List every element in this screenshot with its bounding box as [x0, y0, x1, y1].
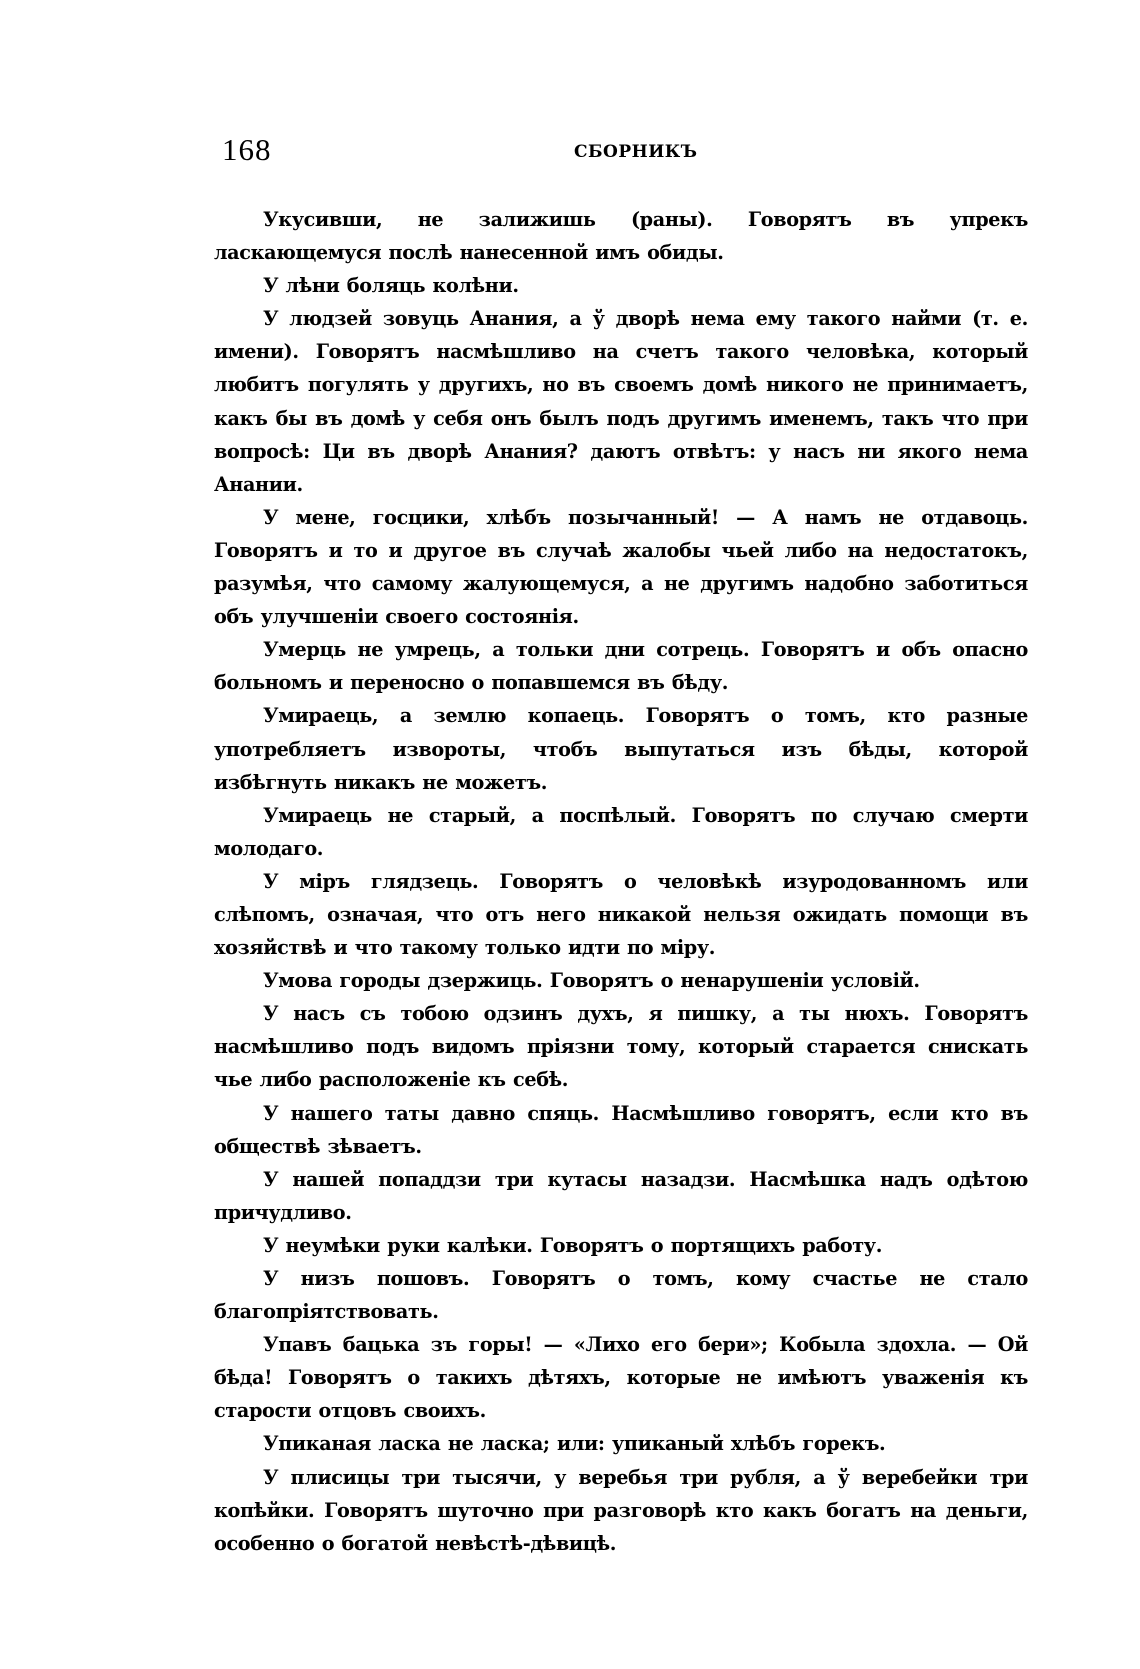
proverb-entry: Умерць не умрець, а тольки дни сотрець. Говорятъ и объ опасно больномъ и переносно о попавшемся въ бѣду.: [214, 638, 1028, 695]
running-head: [222, 132, 1030, 172]
proverb-entry: У лѣни боляць колѣни.: [263, 274, 519, 298]
proverb-entry: У низъ пошовъ. Говорятъ о томъ, кому счастье не стало благопріятствовать.: [214, 1267, 1028, 1324]
page-number: 168: [222, 132, 272, 167]
proverb-entry: Укусивши, не залижишь (раны). Говорятъ въ упрекъ ласкающемуся послѣ нанесенной имъ обиды.: [214, 208, 1028, 265]
proverb-entry: У неумѣки руки калѣки. Говорятъ о портящихъ работу.: [263, 1233, 883, 1257]
proverb-entry: У людзей зовуць Анания, а ў дворѣ нема ему такого найми (т. е. имени). Говорятъ насмѣшливо на счетъ такого человѣка, который любитъ погулять у другихъ, но въ своемъ домѣ никого не принимаетъ, какъ бы въ домѣ у себя онъ былъ подъ другимъ именемъ, такъ что при вопросѣ: Ци въ дворѣ Анания? даютъ отвѣтъ: у насъ ни якого нема Анании.: [214, 307, 1028, 496]
proverb-entry: У міръ глядзець. Говорятъ о человѣкѣ изуродованномъ или слѣпомъ, означая, что отъ него никакой нельзя ожидать помощи въ хозяйствѣ и что такому только идти по міру.: [214, 869, 1028, 960]
proverb-entry: У мене, госцики, хлѣбъ позычанный! — А намъ не отдавоць. Говорятъ и то и другое въ случаѣ жалобы чьей либо на недостатокъ, разумѣя, что самому жалующемуся, а не другимъ надобно заботиться объ улучшеніи своего состоянія.: [214, 505, 1028, 629]
proverb-entry: Умираець, а землю копаець. Говорятъ о томъ, кто разные употребляетъ извороты, чтобъ выпутаться изъ бѣды, которой избѣгнуть никакъ не можетъ.: [214, 704, 1028, 794]
proverb-entry: Упавъ бацька зъ горы! — «Лихо его бери»; Кобыла здохла. — Ой бѣда! Говорятъ о такихъ дѣтяхъ, которые не имѣютъ уваженія къ старости отцовъ своихъ.: [214, 1333, 1028, 1423]
proverb-entry: Умова городы дзержиць. Говорятъ о ненарушеніи условій.: [263, 969, 920, 993]
proverb-entry: Упиканая ласка не ласка; или: упиканый хлѣбъ горекъ.: [263, 1432, 886, 1456]
running-title: СБОРНИКЪ: [574, 142, 698, 162]
proverb-entry: У нашей попаддзи три кутасы назадзи. Насмѣшка надъ одѣтою причудливо.: [214, 1167, 1028, 1224]
proverb-entry: Умираець не старый, а поспѣлый. Говорятъ по случаю смерти молодаго.: [214, 803, 1028, 860]
proverb-entry: У плисицы три тысячи, у веребья три рубля, а ў веребейки три копѣйки. Говорятъ шуточно при разговорѣ кто какъ богатъ на деньги, особенно о богатой невѣстѣ-дѣвицѣ.: [214, 1465, 1028, 1555]
proverb-list: [214, 203, 1028, 1560]
proverb-entry: У нашего таты давно спяць. Насмѣшливо говорятъ, если кто въ обществѣ зѣваетъ.: [214, 1101, 1028, 1158]
proverb-entry: У насъ съ тобою одзинъ духъ, я пишку, а ты нюхъ. Говорятъ насмѣшливо подъ видомъ пріязни тому, который старается снискать чье либо расположеніе къ себѣ.: [214, 1002, 1028, 1092]
